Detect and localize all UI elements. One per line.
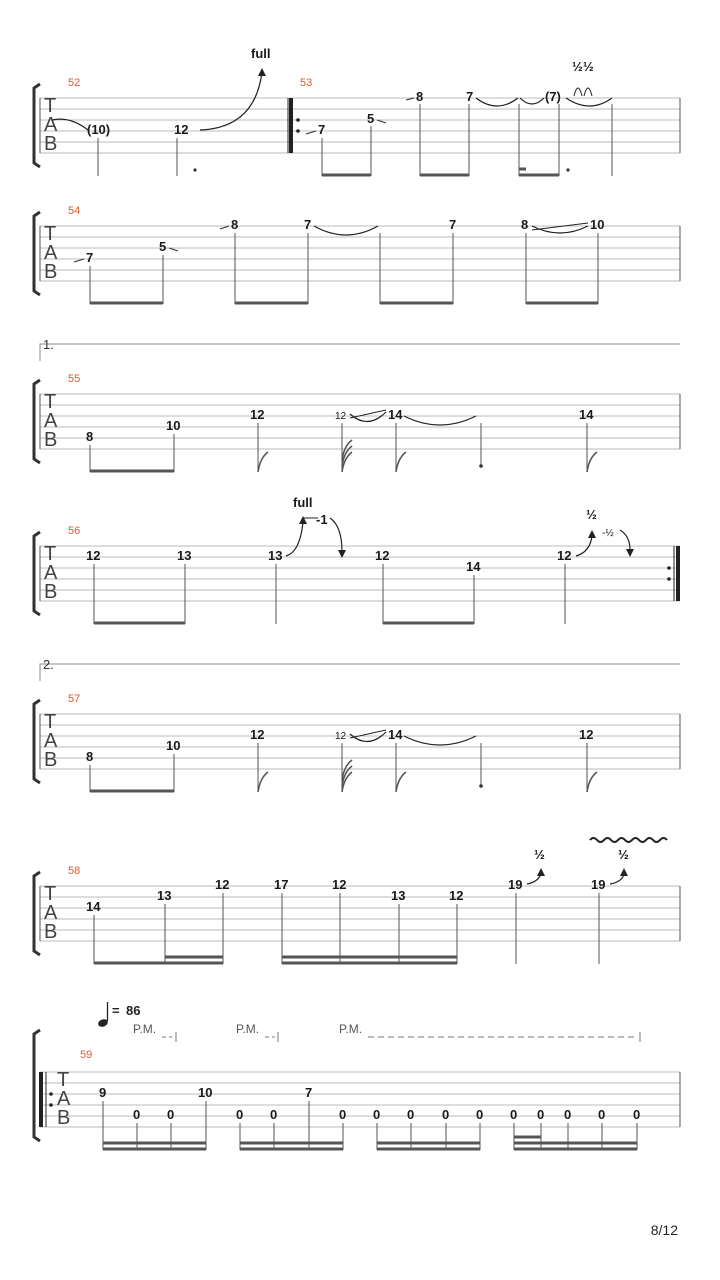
palm-mute-label: P.M. xyxy=(339,1022,363,1036)
bend-label: ½ xyxy=(586,507,597,522)
tab-system-5 xyxy=(34,657,680,792)
fret-number: 5 xyxy=(159,239,167,254)
fret-number: 0 xyxy=(564,1107,572,1122)
fret-number: (10) xyxy=(87,122,111,137)
fret-number: 0 xyxy=(339,1107,347,1122)
fret-number: 7 xyxy=(304,217,312,232)
fret-number: 0 xyxy=(537,1107,545,1122)
bend-label: ½½ xyxy=(572,59,594,74)
fret-number: 14 xyxy=(388,727,403,742)
fret-number: 14 xyxy=(86,899,101,914)
tab-clef-t: T xyxy=(44,711,57,733)
tab-clef-b: B xyxy=(44,429,58,451)
fret-number: 0 xyxy=(407,1107,415,1122)
tab-clef-t: T xyxy=(44,95,57,117)
fret-number: 13 xyxy=(268,548,283,563)
fret-number: 12 xyxy=(557,548,572,563)
bend-release-label: -1 xyxy=(316,512,328,527)
tab-system-6 xyxy=(34,838,680,964)
measure-number: 59 xyxy=(80,1049,93,1061)
fret-number: 13 xyxy=(391,888,406,903)
fret-number: 13 xyxy=(157,888,172,903)
fret-number: 12 xyxy=(375,548,390,563)
palm-mute-label: P.M. xyxy=(133,1022,157,1036)
tab-clef-b: B xyxy=(44,261,58,283)
tab-clef-b: B xyxy=(57,1107,71,1129)
tab-clef-b: B xyxy=(44,581,58,603)
vibrato-icon xyxy=(590,838,667,842)
fret-number: 12 xyxy=(449,888,464,903)
fret-number: 13 xyxy=(177,548,192,563)
measure-number: 53 xyxy=(300,77,313,89)
tab-clef-a: A xyxy=(57,1088,71,1110)
fret-number: 14 xyxy=(466,559,481,574)
tab-system-3 xyxy=(34,337,680,472)
fret-number: 0 xyxy=(167,1107,175,1122)
fret-number: 0 xyxy=(598,1107,606,1122)
bend-release-label: -½ xyxy=(602,528,614,539)
tab-clef-a: A xyxy=(44,410,58,432)
fret-number: 7 xyxy=(86,250,94,265)
tempo-equals: = xyxy=(112,1003,120,1018)
fret-number: 9 xyxy=(99,1085,107,1100)
fret-number: 12 xyxy=(250,407,265,422)
fret-number: 12 xyxy=(332,877,347,892)
fret-number: 10 xyxy=(166,738,181,753)
fret-number: 0 xyxy=(373,1107,381,1122)
measure-number: 58 xyxy=(68,865,81,877)
fret-number: 0 xyxy=(236,1107,244,1122)
fret-number: 0 xyxy=(133,1107,141,1122)
tab-clef-a: A xyxy=(44,902,58,924)
fret-number: 12 xyxy=(86,548,101,563)
fret-number: 12 xyxy=(215,877,230,892)
bend-label: full xyxy=(251,46,271,61)
fret-number: 7 xyxy=(449,217,457,232)
fret-number: 10 xyxy=(198,1085,213,1100)
fret-number: 0 xyxy=(476,1107,484,1122)
fret-number: 7 xyxy=(318,122,326,137)
fret-number: 8 xyxy=(231,217,239,232)
tab-clef-t: T xyxy=(44,391,57,413)
tab-system-4 xyxy=(34,495,680,624)
measure-number: 55 xyxy=(68,373,81,385)
bend-label: ½ xyxy=(534,847,545,862)
tab-clef-b: B xyxy=(44,749,58,771)
fret-number: 8 xyxy=(86,749,94,764)
tab-clef-t: T xyxy=(57,1069,70,1091)
palm-mute-label: P.M. xyxy=(236,1022,260,1036)
tab-clef-b: B xyxy=(44,133,58,155)
tab-clef-t: T xyxy=(44,543,57,565)
tab-clef-b: B xyxy=(44,921,58,943)
fret-number: 17 xyxy=(274,877,289,892)
fret-number: 8 xyxy=(416,89,424,104)
grace-fret-number: 12 xyxy=(335,411,347,422)
fret-number: 5 xyxy=(367,111,375,126)
fret-number: 12 xyxy=(174,122,189,137)
tempo-bpm: 86 xyxy=(126,1003,141,1018)
tab-clef-a: A xyxy=(44,242,58,264)
measure-number: 56 xyxy=(68,525,81,537)
fret-number: 14 xyxy=(388,407,403,422)
measure-number: 54 xyxy=(68,205,81,217)
fret-number: 19 xyxy=(508,877,523,892)
tab-system-7 xyxy=(34,1002,680,1150)
tab-system-2 xyxy=(34,205,680,304)
fret-number: 10 xyxy=(166,418,181,433)
fret-number: 12 xyxy=(250,727,265,742)
volta-1-label: 1. xyxy=(43,337,54,352)
fret-number: 0 xyxy=(633,1107,641,1122)
fret-number: 10 xyxy=(590,217,605,232)
fret-number: 14 xyxy=(579,407,594,422)
fret-number: 8 xyxy=(86,429,94,444)
fret-number: 0 xyxy=(510,1107,518,1122)
tab-clef-t: T xyxy=(44,223,57,245)
tab-clef-a: A xyxy=(44,730,58,752)
tab-clef-a: A xyxy=(44,114,58,136)
fret-number: (7) xyxy=(545,89,561,104)
fret-number: 0 xyxy=(442,1107,450,1122)
tab-system-1 xyxy=(34,46,680,176)
tab-clef-a: A xyxy=(44,562,58,584)
volta-2-label: 2. xyxy=(43,657,54,672)
fret-number: 0 xyxy=(270,1107,278,1122)
grace-fret-number: 12 xyxy=(335,731,347,742)
bend-label: full xyxy=(293,495,313,510)
fret-number: 7 xyxy=(305,1085,313,1100)
tab-clef-t: T xyxy=(44,883,57,905)
fret-number: 8 xyxy=(521,217,529,232)
measure-number: 57 xyxy=(68,693,81,705)
measure-number: 52 xyxy=(68,77,81,89)
bend-label: ½ xyxy=(618,847,629,862)
page-number: 8/12 xyxy=(650,1222,678,1238)
fret-number: 19 xyxy=(591,877,606,892)
fret-number: 12 xyxy=(579,727,594,742)
fret-number: 7 xyxy=(466,89,474,104)
